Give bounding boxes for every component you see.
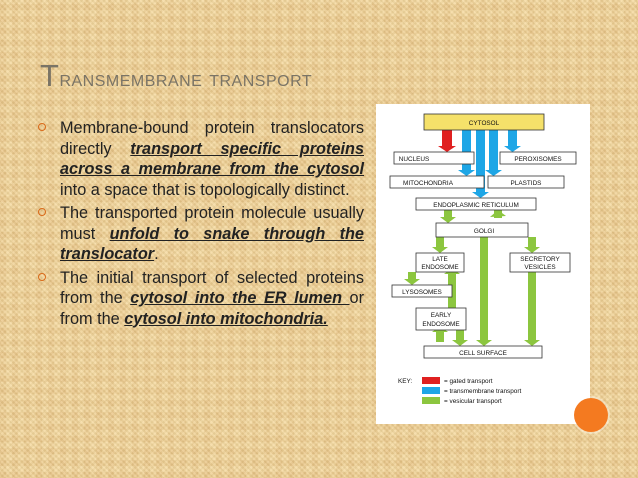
key-transmembrane-swatch [422,387,440,394]
transmembrane-arrow-head [458,170,475,176]
title-rest: ransmembrane transport [59,65,313,91]
er-label: ENDOPLASMIC RETICULUM [433,202,519,209]
peroxisomes-label: PEROXISOMES [514,156,562,163]
bullet-emphasis: cytosol into the ER lumen [130,289,350,307]
vesicular-arrow-shaft [480,237,488,341]
vesicular-arrow-head [524,340,540,346]
vesicular-arrow-head [452,340,468,346]
key-label: KEY: [398,378,413,385]
gated-arrow-shaft [442,130,452,146]
late-endosome-label: ENDOSOME [421,264,459,271]
vesicular-arrow-shaft [436,237,444,247]
cytosol-label: CYTOSOL [468,120,500,127]
early-endosome-label: EARLY [430,312,452,319]
mitochondria-label: MITOCHONDRIA [403,180,453,187]
bullet-text: Membrane-bound protein translocators directly [60,119,364,158]
key-transmembrane-text: = transmembrane transport [444,388,522,395]
vesicular-arrow-head [440,217,456,223]
plastids-label: PLASTIDS [510,180,542,187]
title-initial: T [40,58,60,93]
key-vesicular-text: = vesicular transport [444,398,502,405]
gated-arrow-head [438,146,456,152]
bullet-item [38,268,364,330]
vesicular-arrow-head [432,247,448,253]
vesicular-arrow-shaft [528,272,536,342]
bullet-text: or from the [60,289,364,328]
vesicular-arrow-head [490,210,506,217]
key-vesicular-swatch [422,397,440,404]
key-gated-swatch [422,377,440,384]
lysosomes-label: LYSOSOMES [402,289,442,296]
diagram-svg [376,104,590,424]
secretory-vesicles-label: VESICLES [524,264,556,271]
early-endosome-label: ENDOSOME [422,321,460,328]
cell-surface-label: CELL SURFACE [459,350,507,357]
bullet-text: into a space that is topologically distinct. [60,180,350,199]
bullet-circle-icon [38,208,46,216]
bullet-emphasis: cytosol into mitochondria. [124,309,328,328]
vesicular-arrow-head [476,340,492,346]
bullet-item [38,118,364,200]
nucleus-label: NUCLEUS [398,156,430,163]
bullet-circle-icon [38,123,46,131]
vesicular-arrow-head [404,279,420,285]
bullet-list [38,118,364,332]
bullet-item [38,203,364,265]
protein-transport-diagram [376,104,590,424]
transmembrane-arrow-shaft [508,130,517,146]
late-endosome-label: LATE [432,256,448,263]
secretory-vesicles-label: SECRETORY [520,256,560,263]
slide-title [40,58,312,94]
vesicular-arrow-shaft [444,210,452,218]
key-gated-text: = gated transport [444,378,493,385]
bullet-emphasis: transport specific proteins across a membrane from the cytosol [60,139,364,178]
bullet-text: The initial transport of selected proteins from the [60,268,364,307]
bullet-circle-icon [38,273,46,281]
transmembrane-arrow-head [485,170,502,176]
vesicular-arrow-shaft [408,272,416,280]
vesicular-arrow-shaft [528,237,536,247]
bullet-text: The transported protein molecule usually must [60,204,364,243]
transmembrane-arrow-shaft [489,130,498,170]
bullet-emphasis: unfold to snake through the translocator [60,224,364,263]
vesicular-arrow-head [524,247,540,253]
golgi-label: GOLGI [473,228,495,235]
transmembrane-arrow-head [504,146,521,152]
bullet-text: . [154,245,159,263]
transmembrane-arrow-head [472,192,489,198]
decorative-orange-circle [574,398,608,432]
